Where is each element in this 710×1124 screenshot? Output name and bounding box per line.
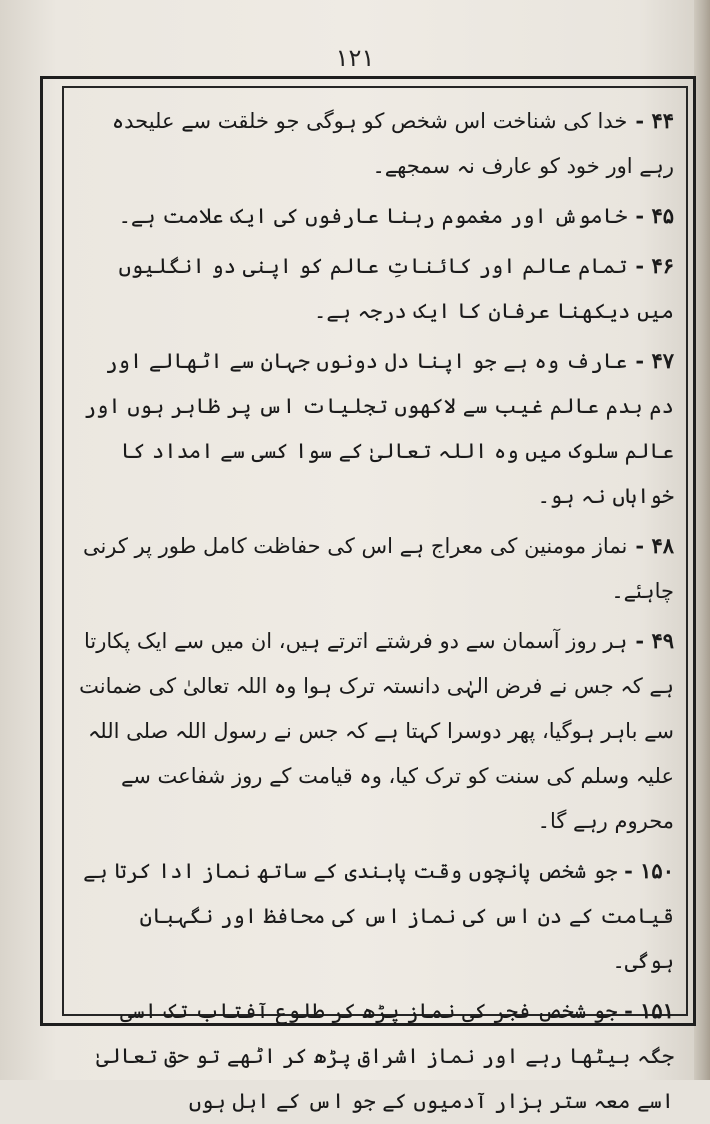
entry-49 bbox=[78, 618, 674, 844]
entry-number: ۴۹ - bbox=[635, 628, 674, 653]
entry-text: خدا کی شناخت اس شخص کو ہوگی جو خلقت سے علیحدہ رہے اور خود کو عارف نہ سمجھے۔ bbox=[111, 109, 674, 178]
entry-150 bbox=[78, 848, 674, 984]
entry-text: نماز مومنین کی معراج ہے اس کی حفاظت کامل طور پر کرنی چاہئے۔ bbox=[82, 534, 674, 603]
entry-text: ہر روز آسمان سے دو فرشتے اترتے ہیں، ان میں سے ایک پکارتا ہے کہ جس نے فرض الہٰی دانستہ ترک ہوا وہ اللہ تعالیٰ کی ضمانت سے باہر ہوگیا، پھر دوسرا کہتا ہے کہ جس نے رسول اللہ صلی اللہ علیہ وسلم کی سنت کو ترک کیا، وہ قیامت کے روز شفاعت سے محروم رہے گا۔ bbox=[79, 629, 674, 833]
entry-number: ۱۵۱ - bbox=[624, 998, 674, 1023]
entry-text: جو شخص پانچوں وقت پابندی کے ساتھ نماز ادا کرتا ہے قیامت کے دن اس کی نماز اس کی محافظ اور نگہبان ہوگی۔ bbox=[83, 859, 674, 973]
entry-number: ۴۸ - bbox=[635, 533, 674, 558]
entry-text: جو شخص فجر کی نماز پڑھ کر طلوع آفتاب تک اسی جگہ بیٹھا رہے اور نماز اشراق پڑھ کر اٹھے تو حق تعالیٰ اسے معہ ستر ہزار آدمیوں کے جو اس کے اہل ہوں bbox=[96, 999, 674, 1113]
entry-151 bbox=[78, 988, 674, 1124]
page-number: ۱۲۱ bbox=[335, 44, 375, 72]
entry-text: عارف وہ ہے جو اپنا دل دونوں جہان سے اٹھالے اور دم بدم عالم غیب سے لاکھوں تجلیات اس پر ظاہر ہوں اور عالم سلوک میں وہ اللہ تعالیٰ کے سوا کسی سے امداد کا خواہاں نہ ہو۔ bbox=[83, 349, 674, 508]
entry-48 bbox=[78, 523, 674, 614]
entry-text: خاموش اور مغموم رہنا عارفوں کی ایک علامت ہے۔ bbox=[118, 204, 628, 228]
entry-47 bbox=[78, 338, 674, 519]
entry-number: ۴۶ - bbox=[635, 253, 674, 278]
text-body bbox=[78, 98, 674, 1113]
entry-number: ۴۴ - bbox=[635, 108, 674, 133]
entry-number: ۴۷ - bbox=[635, 348, 674, 373]
entry-45 bbox=[78, 193, 674, 239]
entry-text: تمام عالم اور کائناتِ عالم کو اپنی دو انگلیوں میں دیکھنا عرفان کا ایک درجہ ہے۔ bbox=[118, 254, 674, 323]
entry-44 bbox=[78, 98, 674, 189]
entry-46 bbox=[78, 243, 674, 334]
book-binding-edge bbox=[694, 0, 710, 1080]
entry-number: ۴۵ - bbox=[635, 203, 674, 228]
entry-number: ۱۵۰ - bbox=[624, 858, 674, 883]
